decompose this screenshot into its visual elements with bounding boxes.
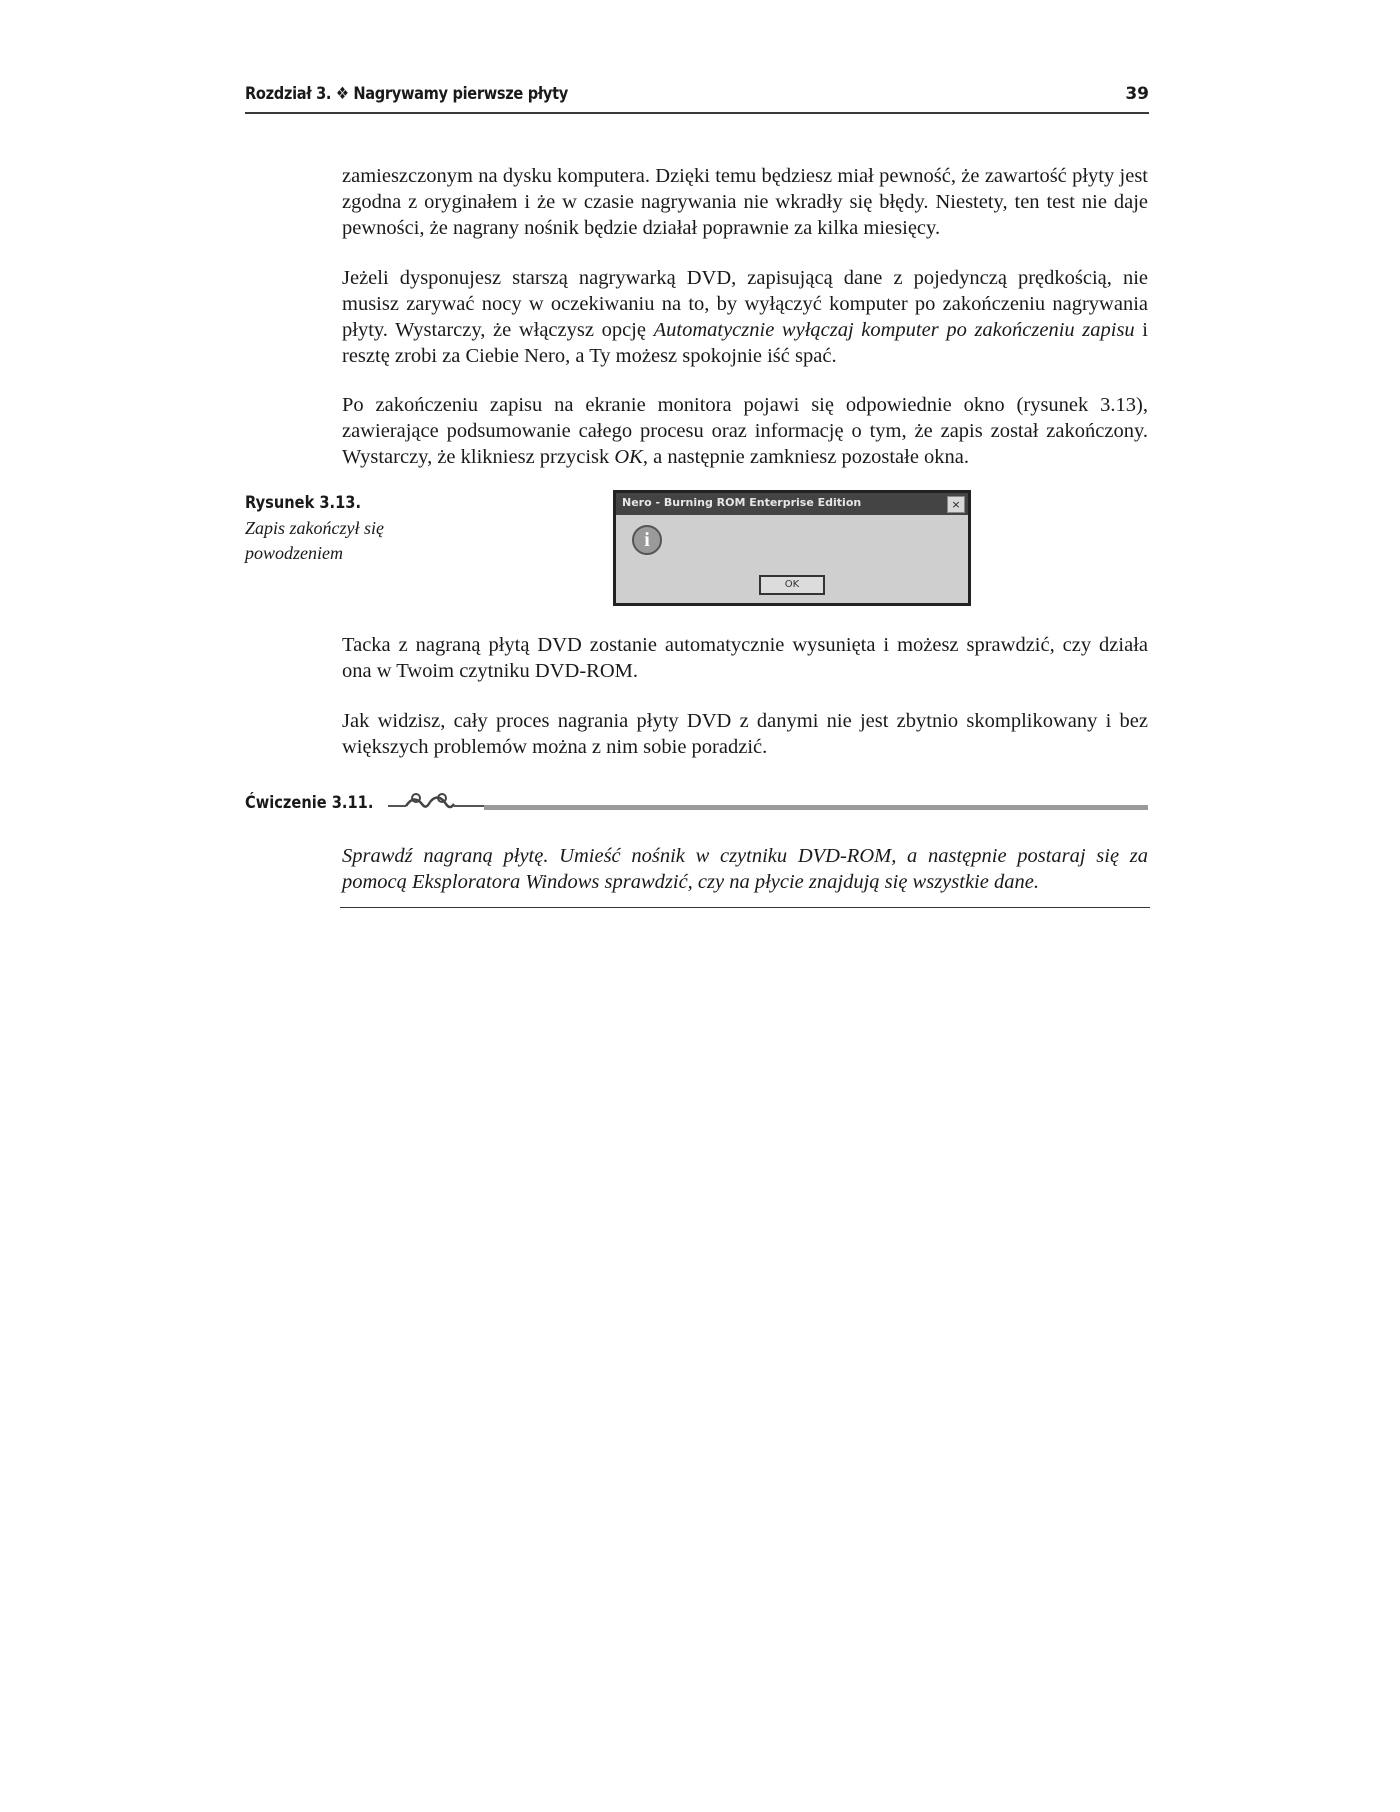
figure-caption: Zapis zakończył się powodzeniem	[245, 518, 384, 563]
paragraph-2-text-a: Jeżeli dysponujesz starszą nagrywarką DVD, zapisującą dane z pojedynczą prędkością, nie musisz zarywać nocy w oczekiwaniu na to, by wyłączyć komputer po zakończeniu nagrywania płyty. Wystarczy, że włączysz opcję	[342, 267, 1148, 341]
page-number: 39	[1125, 84, 1149, 104]
nero-dialog-screenshot	[613, 490, 971, 606]
paragraph-4: Tacka z nagraną płytą DVD zostanie automatycznie wysunięta i możesz sprawdzić, czy działa ona w Twoim czytniku DVD-ROM.	[342, 634, 1148, 682]
dialog-titlebar	[616, 493, 968, 515]
figure-label: Rysunek 3.13.	[245, 493, 362, 513]
running-header	[245, 84, 1149, 114]
chapter-title: Rozdział 3. ❖ Nagrywamy pierwsze płyty	[245, 84, 568, 104]
exercise-text: Sprawdź nagraną płytę. Umieść nośnik w czytniku DVD-ROM, a następnie postaraj się za pomocą Eksploratora Windows sprawdzić, czy na płycie znajdują się wszystkie dane.	[342, 845, 1148, 893]
paragraph-2	[342, 265, 1148, 369]
paragraph-3-text-b: , a następnie zamkniesz pozostałe okna.	[642, 446, 970, 468]
dialog-title: Nero - Burning ROM Enterprise Edition	[622, 496, 862, 509]
dialog-message	[676, 531, 956, 543]
paragraph-3-text-a: Po zakończeniu zapisu na ekranie monitora pojawi się odpowiednie okno (rysunek 3.13), zawierające podsumowanie całego procesu oraz informację o tym, że zapis został zakończony. Wystarczy, że klikniesz przycisk	[342, 394, 1148, 468]
ok-button[interactable]: OK	[759, 575, 825, 595]
info-icon: i	[632, 525, 662, 555]
exercise-bottom-rule	[340, 907, 1150, 908]
button-name: OK	[614, 446, 643, 468]
paragraph-3	[342, 392, 1148, 470]
exercise-label: Ćwiczenie 3.11.	[245, 793, 374, 813]
option-name: Automatycznie wyłączaj komputer po zakończeniu zapisu	[653, 319, 1135, 341]
flourish-ornament-icon	[386, 790, 484, 812]
paragraph-2-text-b: i resztę zrobi za Ciebie Nero, a Ty możesz spokojnie iść spać.	[342, 319, 1149, 367]
close-icon[interactable]: ×	[947, 496, 965, 513]
exercise-divider	[484, 805, 1148, 810]
paragraph-5: Jak widzisz, cały proces nagrania płyty DVD z danymi nie jest zbytnio skomplikowany i bez większych problemów można z nim sobie poradzić.	[342, 710, 1148, 758]
paragraph-1: zamieszczonym na dysku komputera. Dzięki temu będziesz miał pewność, że zawartość płyty jest zgodna z oryginałem i że w czasie nagrywania nie wkradły się błędy. Niestety, ten test nie daje pewności, że nagrany nośnik będzie działał poprawnie za kilka miesięcy.	[342, 165, 1148, 239]
